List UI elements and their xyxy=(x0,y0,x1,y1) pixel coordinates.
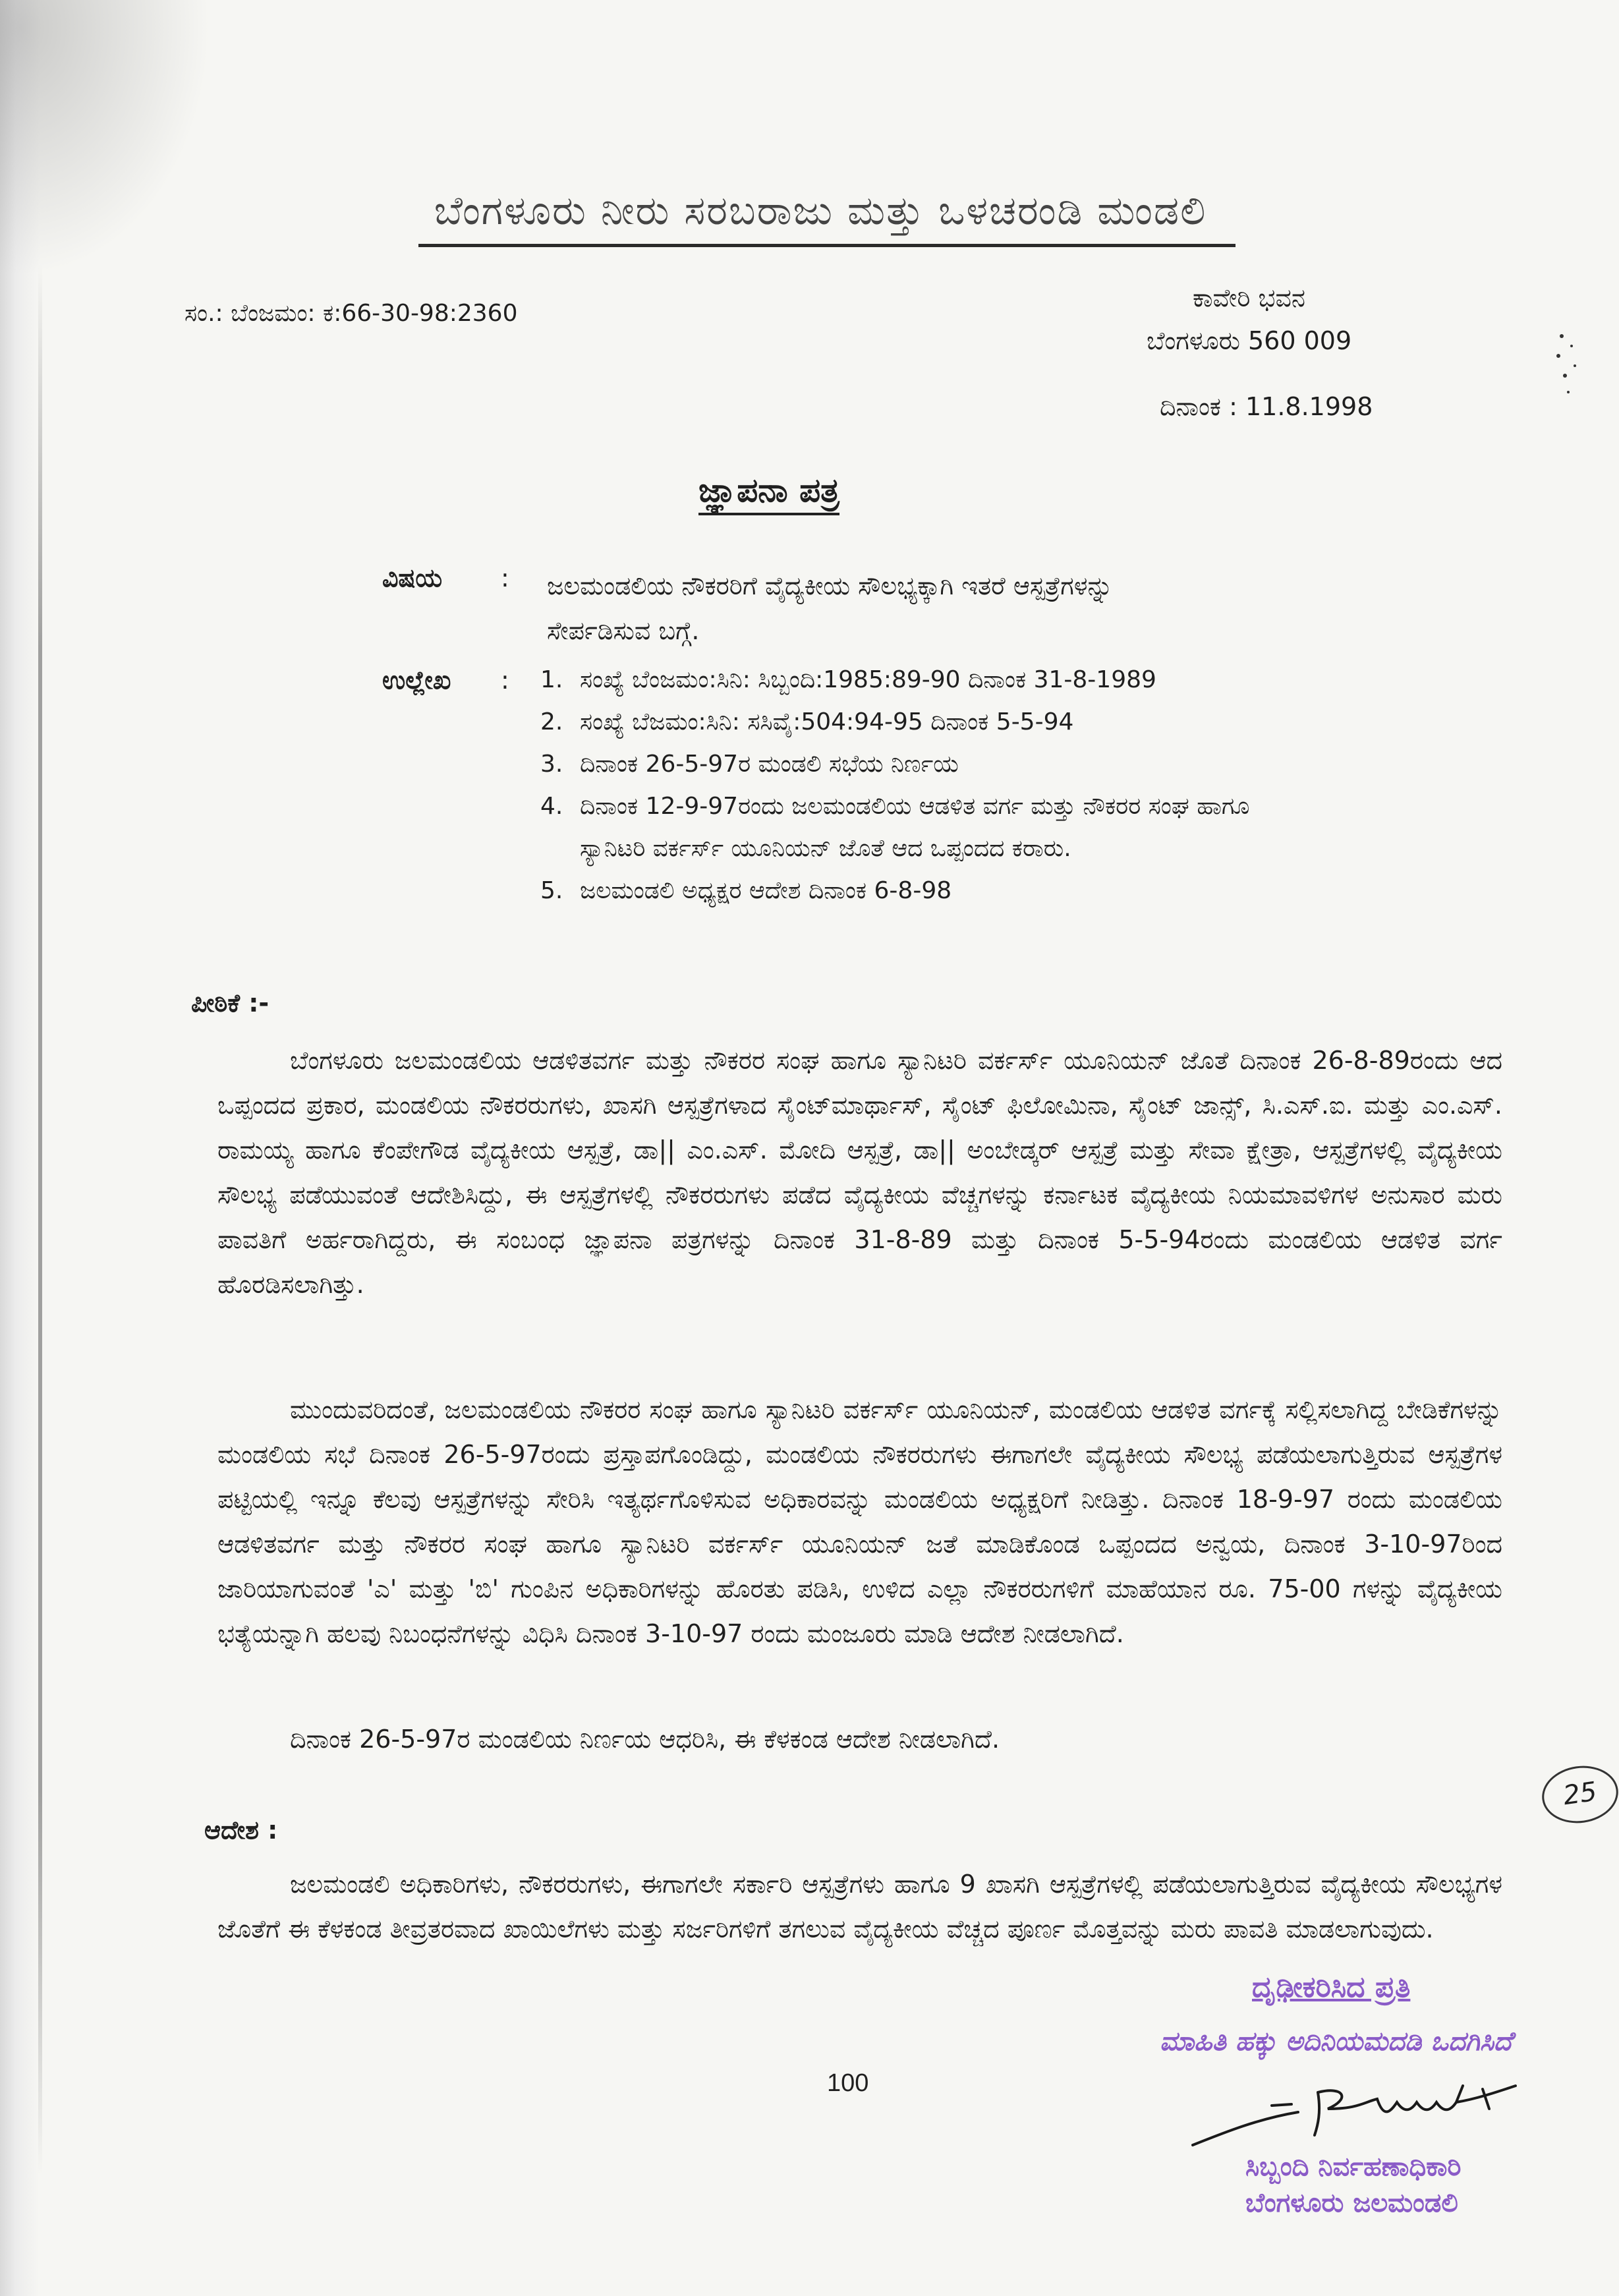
scan-speckle xyxy=(1548,330,1588,409)
reference-item xyxy=(540,701,1298,743)
scan-line xyxy=(38,264,42,2175)
rti-stamp: ಮಾಹಿತಿ ಹಕ್ಕು ಅದಿನಿಯಮದಡಿ ಒದಗಿಸಿದೆ xyxy=(1160,2026,1512,2057)
board-name-stamp: ಬೆಂಗಳೂರು ಜಲಮಂಡಲಿ xyxy=(1245,2188,1458,2218)
subject-label: ವಿಷಯ xyxy=(382,563,443,592)
reference-num: 1. xyxy=(540,666,563,693)
preamble-label: ಪೀಠಿಕೆ :- xyxy=(191,989,270,1018)
handwritten-page-number: 25 xyxy=(1539,1761,1619,1827)
references-label: ಉಲ್ಲೇಖ xyxy=(382,666,451,695)
address-line-2: ಬೆಂಗಳೂರು 560 009 xyxy=(1147,326,1352,355)
reference-num: 2. xyxy=(540,708,563,735)
preamble-paragraph-2: ಮುಂದುವರಿದಂತೆ, ಜಲಮಂಡಲಿಯ ನೌಕರರ ಸಂಘ ಹಾಗೂ ಸ್ಯಾನಿಟರಿ ವರ್ಕರ್ಸ್ ಯೂನಿಯನ್, ಮಂಡಲಿಯ ಆಡಳಿತ ವರ್ಗಕ್ಕೆ ಸಲ್ಲಿಸಲಾಗಿದ್ದ ಬೇಡಿಕೆಗಳನ್ನು ಮಂಡಲಿಯ ಸಭೆ ದಿನಾಂಕ 26-5-97ರಂದು ಪ್ರಸ್ತಾಪಗೊಂಡಿದ್ದು, ಮಂಡಲಿಯ ನೌಕರರುಗಳು ಈಗಾಗಲೇ ವೈದ್ಯಕೀಯ ಸೌಲಭ್ಯ ಪಡೆಯಲಾಗುತ್ತಿರುವ ಆಸ್ಪತ್ರೆಗಳ ಪಟ್ಟಿಯಲ್ಲಿ ಇನ್ನೂ ಕೆಲವು ಆಸ್ಪತ್ರೆಗಳನ್ನು ಸೇರಿಸಿ ಇತ್ಯರ್ಥಗೊಳಿಸುವ ಅಧಿಕಾರವನ್ನು ಮಂಡಲಿಯ ಅಧ್ಯಕ್ಷರಿಗೆ ನೀಡಿತ್ತು. ದಿನಾಂಕ 18-9-97 ರಂದು ಮಂಡಲಿಯ ಆಡಳಿತವರ್ಗ ಮತ್ತು ನೌಕರರ ಸಂಘ ಹಾಗೂ ಸ್ಯಾನಿಟರಿ ವರ್ಕರ್ಸ್ ಯೂನಿಯನ್ ಜತೆ ಮಾಡಿಕೊಂಡ ಒಪ್ಪಂದದ ಅನ್ವಯ, ದಿನಾಂಕ 3-10-97ರಿಂದ ಜಾರಿಯಾಗುವಂತೆ 'ಎ' ಮತ್ತು 'ಬಿ' ಗುಂಪಿನ ಅಧಿಕಾರಿಗಳನ್ನು ಹೊರತು ಪಡಿಸಿ, ಉಳಿದ ಎಲ್ಲಾ ನೌಕರರುಗಳಿಗೆ ಮಾಹೆಯಾನ ರೂ. 75-00 ಗಳನ್ನು ವೈದ್ಯಕೀಯ ಭತ್ಯೆಯನ್ನಾಗಿ ಹಲವು ನಿಬಂಧನೆಗಳನ್ನು ವಿಧಿಸಿ ದಿನಾಂಕ 3-10-97 ರಂದು ಮಂಜೂರು ಮಾಡಿ ಆದೇಶ ನೀಡಲಾಗಿದೆ. xyxy=(217,1395,1502,1648)
order-paragraph: ಜಲಮಂಡಲಿ ಅಧಿಕಾರಿಗಳು, ನೌಕರರುಗಳು, ಈಗಾಗಲೇ ಸರ್ಕಾರಿ ಆಸ್ಪತ್ರೆಗಳು ಹಾಗೂ 9 ಖಾಸಗಿ ಆಸ್ಪತ್ರೆಗಳಲ್ಲಿ ಪಡೆಯಲಾಗುತ್ತಿರುವ ವೈದ್ಯಕೀಯ ಸೌಲಭ್ಯಗಳ ಜೊತೆಗೆ ಈ ಕೆಳಕಂಡ ತೀವ್ರತರವಾದ ಖಾಯಿಲೆಗಳು ಮತ್ತು ಸರ್ಜರಿಗಳಿಗೆ ತಗಲುವ ವೈದ್ಯಕೀಯ ವೆಚ್ಚದ ಪೂರ್ಣ ಮೊತ್ತವನ್ನು ಮರು ಪಾವತಿ ಮಾಡಲಾಗುವುದು. xyxy=(217,1870,1502,1943)
subject-colon: : xyxy=(501,563,509,592)
reference-text: ಜಲಮಂಡಲಿ ಅಧ್ಯಕ್ಷರ ಆದೇಶ ದಿನಾಂಕ 6-8-98 xyxy=(580,877,952,904)
page-number: 100 xyxy=(827,2069,869,2097)
signature xyxy=(1186,2073,1555,2158)
preamble-paragraph-3: ದಿನಾಂಕ 26-5-97ರ ಮಂಡಲಿಯ ನಿರ್ಣಯ ಆಧರಿಸಿ, ಈ ಕೆಳಕಂಡ ಆದೇಶ ನೀಡಲಾಗಿದೆ. xyxy=(290,1725,1000,1754)
subject-text: ಜಲಮಂಡಲಿಯ ನೌಕರರಿಗೆ ವೈದ್ಯಕೀಯ ಸೌಲಭ್ಯಕ್ಕಾಗಿ ಇತರೆ ಆಸ್ಪತ್ರೆಗಳನ್ನು ಸೇರ್ಪಡಿಸುವ ಬಗ್ಗೆ. xyxy=(547,571,1113,645)
officer-designation-stamp: ಸಿಬ್ಬಂದಿ ನಿರ್ವಹಣಾಧಿಕಾರಿ xyxy=(1245,2152,1462,2182)
reference-item xyxy=(540,659,1298,701)
reference-num: 4. xyxy=(540,793,563,820)
reference-text: ದಿನಾಂಕ 12-9-97ರಂದು ಜಲಮಂಡಲಿಯ ಆಡಳಿತ ವರ್ಗ ಮತ್ತು ನೌಕರರ ಸಂಘ ಹಾಗೂ ಸ್ಯಾನಿಟರಿ ವರ್ಕರ್ಸ್ ಯೂನಿಯನ್ ಜೊತೆ ಆದ ಒಪ್ಪಂದದ ಕರಾರು. xyxy=(580,793,1250,862)
references-colon: : xyxy=(501,666,509,695)
address-line-1: ಕಾವೇರಿ ಭವನ xyxy=(1193,283,1305,312)
order-label: ಆದೇಶ : xyxy=(204,1816,278,1845)
reference-text: ಸಂಖ್ಯೆ ಬೆಂಜಮಂ:ಸಿನಿ: ಸಿಬ್ಬಂದಿ:1985:89-90 ದಿನಾಂಕ 31-8-1989 xyxy=(580,666,1156,693)
preamble-paragraph-1: ಬೆಂಗಳೂರು ಜಲಮಂಡಲಿಯ ಆಡಳಿತವರ್ಗ ಮತ್ತು ನೌಕರರ ಸಂಘ ಹಾಗೂ ಸ್ಯಾನಿಟರಿ ವರ್ಕರ್ಸ್ ಯೂನಿಯನ್ ಜೊತೆ ದಿನಾಂಕ 26-8-89ರಂದು ಆದ ಒಪ್ಪಂದದ ಪ್ರಕಾರ, ಮಂಡಲಿಯ ನೌಕರರುಗಳು, ಖಾಸಗಿ ಆಸ್ಪತ್ರೆಗಳಾದ ಸೈಂಟ್‌ಮಾರ್ಥಾಸ್, ಸೈಂಟ್ ಫಿಲೋಮಿನಾ, ಸೈಂಟ್ ಜಾನ್ಸ್, ಸಿ.ಎಸ್.ಐ. ಮತ್ತು ಎಂ.ಎಸ್. ರಾಮಯ್ಯ ಹಾಗೂ ಕೆಂಪೇಗೌಡ ವೈದ್ಯಕೀಯ ಆಸ್ಪತ್ರೆ, ಡಾ|| ಎಂ.ಎಸ್. ಮೋದಿ ಆಸ್ಪತ್ರೆ, ಡಾ|| ಅಂಬೇಡ್ಕರ್ ಆಸ್ಪತ್ರೆ ಮತ್ತು ಸೇವಾ ಕ್ಷೇತ್ರಾ, ಆಸ್ಪತ್ರೆಗಳಲ್ಲಿ ವೈದ್ಯಕೀಯ ಸೌಲಭ್ಯ ಪಡೆಯುವಂತೆ ಆದೇಶಿಸಿದ್ದು, ಈ ಆಸ್ಪತ್ರೆಗಳಲ್ಲಿ ನೌಕರರುಗಳು ಪಡೆದ ವೈದ್ಯಕೀಯ ವೆಚ್ಚಗಳನ್ನು ಕರ್ನಾಟಕ ವೈದ್ಯಕೀಯ ನಿಯಮಾವಳಿಗಳ ಅನುಸಾರ ಮರು ಪಾವತಿಗೆ ಅರ್ಹರಾಗಿದ್ದರು, ಈ ಸಂಬಂಧ ಜ್ಞಾಪನಾ ಪತ್ರಗಳನ್ನು ದಿನಾಂಕ 31-8-89 ಮತ್ತು ದಿನಾಂಕ 5-5-94ರಂದು ಮಂಡಲಿಯ ಆಡಳಿತ ವರ್ಗ ಹೊರಡಿಸಲಾಗಿತ್ತು. xyxy=(217,1046,1502,1299)
reference-item xyxy=(540,870,1298,912)
reference-item xyxy=(540,743,1298,786)
organization-title: ಬೆಂಗಳೂರು ನೀರು ಸರಬರಾಜು ಮತ್ತು ಒಳಚರಂಡಿ ಮಂಡಲಿ xyxy=(434,188,1207,234)
reference-text: ದಿನಾಂಕ 26-5-97ರ ಮಂಡಲಿ ಸಭೆಯ ನಿರ್ಣಯ xyxy=(580,751,959,778)
attested-copy-stamp: ದೃಢೀಕರಿಸಿದ ಪ್ರತಿ xyxy=(1252,1970,1411,2004)
scan-edge xyxy=(0,0,40,2296)
references-list xyxy=(540,659,1298,912)
reference-item xyxy=(540,786,1298,870)
reference-num: 5. xyxy=(540,877,563,904)
document-date: ದಿನಾಂಕ : 11.8.1998 xyxy=(1160,392,1373,421)
reference-text: ಸಂಖ್ಯೆ ಬೆಜಮಂ:ಸಿನಿ: ಸಸಿವೈ:504:94-95 ದಿನಾಂಕ 5-5-94 xyxy=(580,708,1074,735)
memo-title: ಜ್ಞಾಪನಾ ಪತ್ರ xyxy=(698,471,839,515)
reference-number: ಸಂ.: ಬೆಂಜಮಂ: ಕ:66-30-98:2360 xyxy=(185,300,518,327)
title-underline xyxy=(418,244,1236,247)
reference-num: 3. xyxy=(540,751,563,778)
scan-smudge xyxy=(0,0,211,277)
